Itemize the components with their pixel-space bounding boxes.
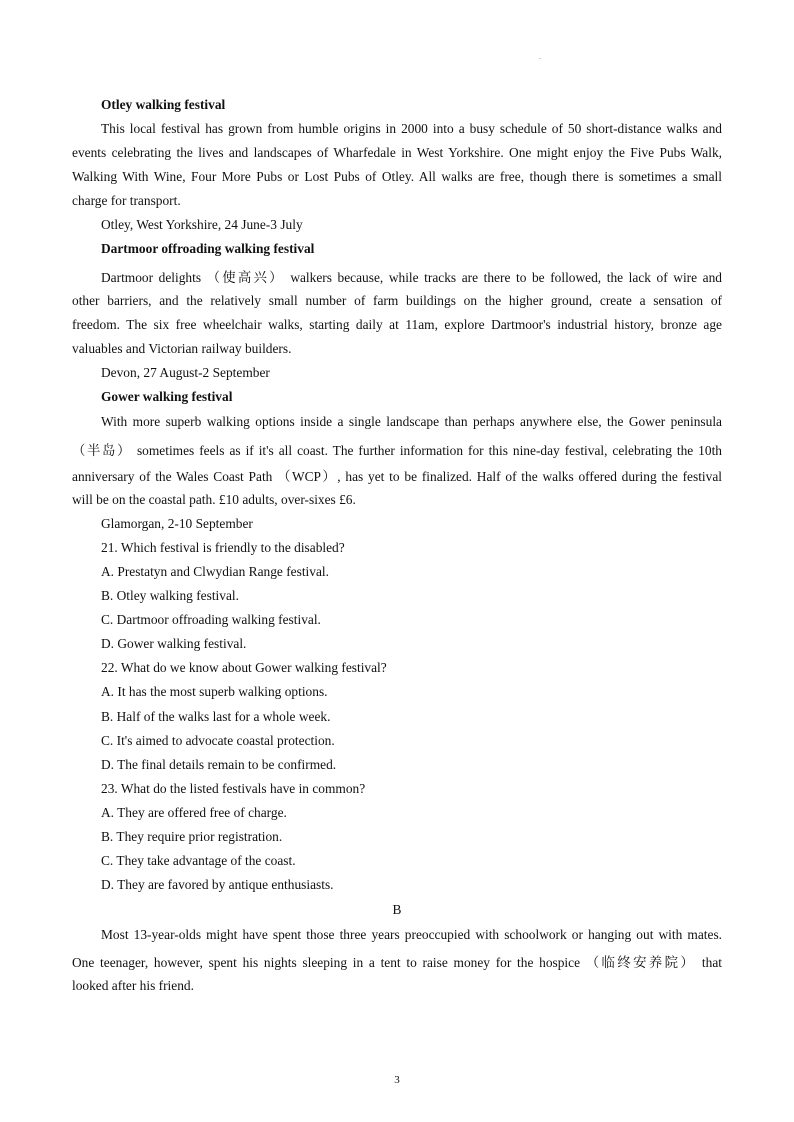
paragraph-line: With more superb walking options inside a single landscape than perhaps anywhere else, the Gower peninsula <box>101 414 722 429</box>
festival-title-dartmoor: Dartmoor offroading walking festival <box>101 241 315 256</box>
answer-option: B. They require prior registration. <box>101 829 283 844</box>
paragraph-line: valuables and Victorian railway builders. <box>72 341 292 356</box>
festival-title-otley: Otley walking festival <box>101 97 226 112</box>
festival-title-gower: Gower walking festival <box>101 389 233 404</box>
paragraph-line: Most 13-year-olds might have spent those three years preoccupied with schoolwork or hanging out with mates. <box>101 927 722 942</box>
answer-option: C. Dartmoor offroading walking festival. <box>101 612 321 627</box>
paragraph-line: looked after his friend. <box>72 978 194 993</box>
answer-option: D. They are favored by antique enthusiasts. <box>101 877 334 892</box>
paragraph-line: will be on the coastal path. £10 adults, over-sixes £6. <box>72 492 356 507</box>
paragraph-line: freedom. The six free wheelchair walks, starting daily at 11am, explore Dartmoor's industrial history, bronze age <box>72 317 722 332</box>
festival-place-date: Glamorgan, 2-10 September <box>101 516 253 531</box>
paragraph-line: charge for transport. <box>72 193 181 208</box>
answer-option: C. They take advantage of the coast. <box>101 853 296 868</box>
paragraph-line: One teenager, however, spent his nights sleeping in a tent to raise money for the hospice （临终安养院） that <box>72 955 722 970</box>
festival-place-date: Otley, West Yorkshire, 24 June-3 July <box>101 217 303 232</box>
paragraph-line: Walking With Wine, Four More Pubs or Lost Pubs of Otley. All walks are free, though there is sometimes a small <box>72 169 722 184</box>
answer-option: A. Prestatyn and Clwydian Range festival. <box>101 564 329 579</box>
paragraph-line: other barriers, and the relatively small number of farm buildings on the higher ground, create a sensation of <box>72 293 722 308</box>
answer-option: B. Half of the walks last for a whole week. <box>101 709 331 724</box>
paragraph-line: Dartmoor delights （使高兴） walkers because, while tracks are there to be followed, the lack of wire and <box>101 270 722 285</box>
section-label: B <box>392 902 402 917</box>
question-stem: 23. What do the listed festivals have in common? <box>101 781 366 796</box>
header-mark: . <box>539 52 541 61</box>
answer-option: C. It's aimed to advocate coastal protection. <box>101 733 335 748</box>
festival-place-date: Devon, 27 August-2 September <box>101 365 270 380</box>
question-stem: 21. Which festival is friendly to the disabled? <box>101 540 345 555</box>
answer-option: A. They are offered free of charge. <box>101 805 287 820</box>
paragraph-line: anniversary of the Wales Coast Path （WCP）, has yet to be finalized. Half of the walks offered during the festival <box>72 469 722 484</box>
paragraph-line: This local festival has grown from humble origins in 2000 into a busy schedule of 50 short-distance walks and <box>101 121 722 136</box>
answer-option: D. Gower walking festival. <box>101 636 247 651</box>
answer-option: D. The final details remain to be confirmed. <box>101 757 337 772</box>
question-stem: 22. What do we know about Gower walking festival? <box>101 660 387 675</box>
paragraph-line: events celebrating the lives and landscapes of Wharfedale in West Yorkshire. One might enjoy the Five Pubs Walk, <box>72 145 722 160</box>
page-number: 3 <box>394 1074 400 1086</box>
paragraph-line: （半岛） sometimes feels as if it's all coast. The further information for this nine-day festival, celebrating the 10th <box>72 443 722 458</box>
answer-option: A. It has the most superb walking options. <box>101 684 328 699</box>
answer-option: B. Otley walking festival. <box>101 588 239 603</box>
